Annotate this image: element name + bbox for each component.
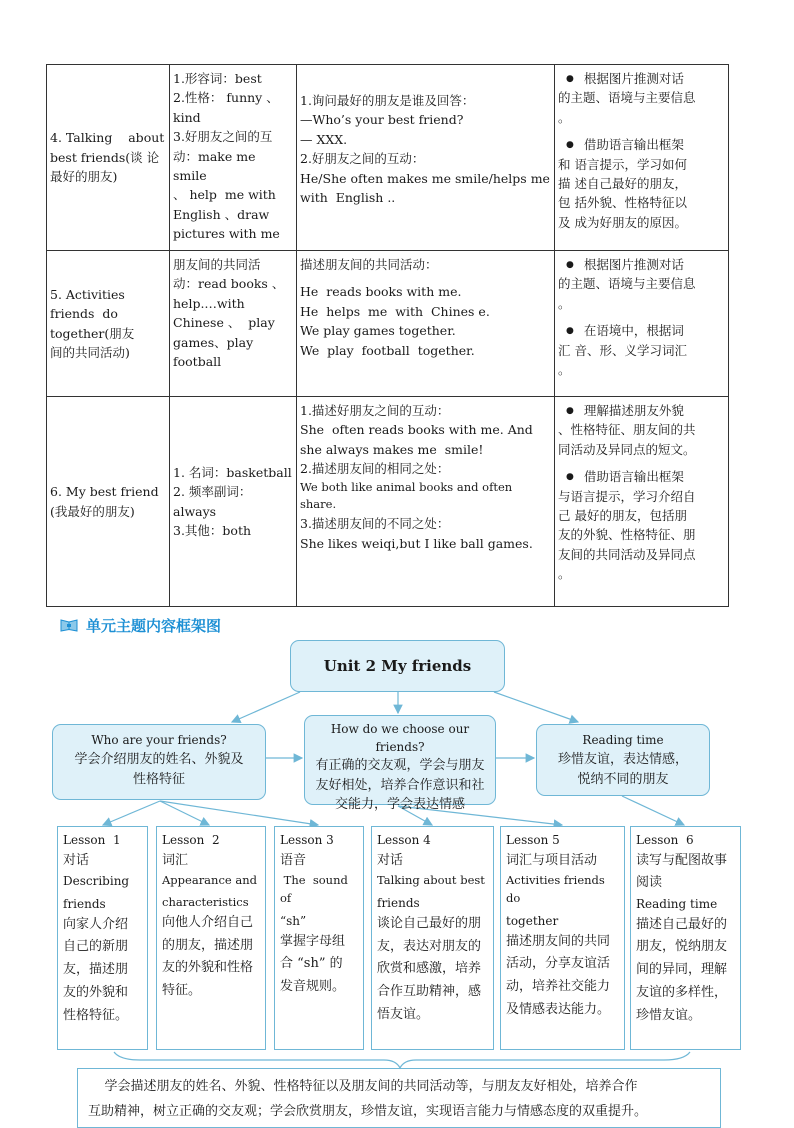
cell-line: pictures with me bbox=[173, 226, 280, 241]
cell-line: 1.询问最好的朋友是谁及回答： bbox=[300, 93, 475, 108]
lesson-desc: 友，描述朋 bbox=[63, 962, 129, 978]
lesson-desc: 谈论自己最好的朋 bbox=[377, 915, 482, 931]
lesson-desc: 发音规则。 bbox=[280, 979, 346, 995]
lesson-text: Talking about best bbox=[377, 873, 485, 888]
cell-line: He helps me with Chines e. bbox=[300, 303, 490, 319]
bullet-icon: ● bbox=[566, 471, 574, 482]
cell-line: 最好的朋友) bbox=[50, 169, 118, 185]
lesson-desc: 合作互助精神，感 bbox=[377, 984, 482, 999]
lesson-desc: 特征。 bbox=[162, 983, 202, 999]
cell-line: help.…with bbox=[173, 295, 245, 311]
lesson-text: Lesson 4 bbox=[377, 833, 431, 847]
lesson-text: 阅读 bbox=[636, 875, 663, 891]
cell-line: 在语境中，根据词 bbox=[583, 323, 684, 339]
cell-line: 及 成为好朋友的原因。 bbox=[558, 214, 687, 230]
cell-line: football bbox=[173, 353, 222, 369]
cell-line: (我最好的朋友) bbox=[50, 503, 135, 519]
branch-text: 珍惜友谊，表达情感， bbox=[557, 751, 688, 767]
cell-line: We both like animal books and often share. bbox=[300, 479, 516, 512]
cell-line: 的主题、语境与主要信息 bbox=[558, 90, 696, 106]
cell-line: English 、draw bbox=[173, 206, 270, 222]
cell-line: — XXX. bbox=[300, 131, 348, 147]
lesson-box bbox=[500, 826, 625, 1050]
cell-line: with English .. bbox=[300, 189, 396, 205]
cell-line: 1. 名词：basketball bbox=[173, 464, 292, 480]
cell-line: 。 bbox=[558, 295, 571, 311]
lesson-text: 词汇 bbox=[162, 852, 189, 868]
cell-line: 、 help me with bbox=[173, 187, 276, 203]
mindmap-branch bbox=[52, 724, 266, 800]
cell-line: 动：make me smile bbox=[173, 148, 260, 183]
lesson-desc: 间的异同，理解 bbox=[636, 962, 728, 978]
cell-line: He/She often makes me smile/helps me bbox=[300, 170, 550, 186]
lesson-text: “sh” bbox=[280, 913, 307, 928]
cell-line: 包 括外貌、性格特征以 bbox=[558, 195, 687, 211]
lesson-box bbox=[57, 826, 148, 1050]
branch-title: How do we choose our friends? bbox=[330, 722, 473, 754]
lesson-text: 对话 bbox=[377, 852, 404, 868]
cell-line: 同活动及异同点的短文。 bbox=[558, 441, 696, 457]
mindmap-branch bbox=[536, 724, 710, 796]
cell-line: 与语言提示，学习介绍自 bbox=[558, 488, 696, 504]
lesson-desc: 的朋友，描述朋 bbox=[162, 937, 254, 953]
lesson-text: 读写与配图故事 bbox=[636, 852, 728, 868]
cell-line: 根据图片推测对话 bbox=[583, 71, 684, 86]
cell-line: 1.描述好朋友之间的互动： bbox=[300, 403, 450, 418]
cell-line: 根据图片推测对话 bbox=[583, 257, 684, 272]
lesson-text: friends bbox=[63, 896, 106, 911]
cell-line: We play games together. bbox=[300, 323, 456, 339]
root-title: Unit 2 My friends bbox=[323, 657, 472, 675]
summary-text: 互助精神，树立正确的交友观；学会欣赏朋友，珍惜友谊，实现语言能力与情感态度的双重提升。 bbox=[88, 1103, 648, 1119]
cell-line: 1.形容词：best bbox=[173, 71, 262, 86]
lesson-text: 语音 bbox=[280, 852, 307, 868]
bullet-icon: ● bbox=[566, 73, 574, 84]
lesson-desc: 悟友谊。 bbox=[377, 1006, 430, 1022]
bullet-icon: ● bbox=[566, 325, 574, 336]
lesson-desc: 动，培养社交能力 bbox=[506, 979, 611, 995]
lesson-desc: 描述自己最好的 bbox=[636, 916, 728, 932]
cell-line: 、性格特征、朋友间的共 bbox=[558, 422, 696, 438]
summary-box bbox=[77, 1068, 721, 1128]
cell-line: 2.性格： funny 、 bbox=[173, 90, 279, 106]
lesson-text: Lesson 2 bbox=[162, 833, 220, 847]
cell-line: she always makes me smile! bbox=[300, 441, 484, 457]
cell-line: 友的外貌、性格特征、朋 bbox=[558, 527, 696, 543]
cell-line: 2.描述朋友间的相同之处： bbox=[300, 461, 450, 477]
lesson-text: characteristics bbox=[162, 895, 249, 910]
cell-line: best friends(谈 论 bbox=[50, 149, 160, 165]
branch-text: 有正确的交友观，学会与朋友 bbox=[315, 758, 485, 773]
lesson-text: Describing bbox=[63, 874, 130, 889]
cell-line: 汇 音、形、义学习词汇 bbox=[558, 342, 687, 358]
cell-line: 3.其他：both bbox=[173, 522, 252, 538]
summary-text: 学会描述朋友的姓名、外貌、性格特征以及朋友间的共同活动等，与朋友友好相处，培养合作 bbox=[88, 1079, 638, 1094]
lesson-text: Lesson 1 bbox=[63, 833, 121, 847]
lesson-text: Lesson 6 bbox=[636, 833, 694, 847]
lesson-text: The sound of bbox=[280, 873, 352, 906]
cell-line: 动：read books 、 bbox=[173, 276, 285, 292]
lesson-text: Reading time bbox=[636, 897, 718, 912]
lesson-desc: 活动，分享友谊活 bbox=[506, 956, 611, 972]
lesson-desc: 朋友，悦纳朋友 bbox=[636, 939, 728, 955]
mindmap-root bbox=[290, 640, 505, 692]
cell-line: friends do bbox=[50, 306, 118, 322]
lesson-text: Activities friends do bbox=[506, 873, 609, 906]
lesson-desc: 珍惜友谊。 bbox=[636, 1007, 702, 1023]
lesson-desc: 向他人介绍自己 bbox=[162, 914, 254, 930]
lesson-text: Lesson 5 bbox=[506, 833, 560, 847]
cell-line: 4. Talking about bbox=[50, 130, 165, 146]
cell-line: 朋友间的共同活 bbox=[173, 257, 261, 272]
cell-line: 理解描述朋友外貌 bbox=[583, 403, 684, 418]
lesson-desc: 向家人介绍 bbox=[63, 916, 129, 932]
cell-line: —Who’s your best friend? bbox=[300, 112, 464, 128]
cell-line: together(朋友 bbox=[50, 325, 135, 341]
lesson-text: 词汇与项目活动 bbox=[506, 852, 598, 868]
lesson-text: Appearance and bbox=[162, 873, 257, 888]
branch-title: Who are your friends? bbox=[91, 733, 227, 747]
cell-line: games、play bbox=[173, 334, 254, 350]
cell-line: 5. Activities bbox=[50, 286, 125, 302]
cell-line: 间的共同活动) bbox=[50, 344, 130, 360]
lesson-text: friends bbox=[377, 896, 420, 911]
cell-line: She likes weiqi,but I like ball games. bbox=[300, 535, 533, 551]
cell-line: She often reads books with me. And bbox=[300, 422, 533, 438]
cell-line: 。 bbox=[558, 566, 571, 581]
cell-line: 3.好朋友之间的互 bbox=[173, 129, 273, 145]
branch-text: 性格特征 bbox=[132, 771, 185, 787]
cell-line: 3.描述朋友间的不同之处： bbox=[300, 516, 450, 532]
lesson-text: Lesson 3 bbox=[280, 833, 334, 847]
cell-line: 友间的共同活动及异同点 bbox=[558, 546, 696, 562]
cell-line: We play football together. bbox=[300, 342, 475, 358]
lesson-desc: 及情感表达能力。 bbox=[506, 1001, 611, 1017]
bullet-icon: ● bbox=[566, 139, 574, 150]
branch-text: 交能力，学会表达情感 bbox=[334, 797, 465, 812]
cell-line: kind bbox=[173, 109, 201, 125]
lesson-box bbox=[630, 826, 741, 1050]
cell-line: 的主题、语境与主要信息 bbox=[558, 276, 696, 292]
cell-line: 2. 频率副词：always bbox=[173, 484, 252, 519]
lesson-desc: 掌握字母组 bbox=[280, 933, 346, 949]
lesson-desc: 友的外貌和 bbox=[63, 984, 129, 1000]
lesson-desc: 自己的新朋 bbox=[63, 939, 129, 955]
branch-text: 悦纳不同的朋友 bbox=[577, 771, 669, 787]
cell-line: 6. My best friend bbox=[50, 484, 159, 500]
cell-line: 和 语言提示，学习如何 bbox=[558, 156, 687, 172]
bullet-icon: ● bbox=[566, 405, 574, 416]
lesson-desc: 友，表达对朋友的 bbox=[377, 938, 482, 954]
branch-text: 学会介绍朋友的姓名、外貌及 bbox=[74, 751, 244, 767]
lesson-box bbox=[156, 826, 266, 1050]
cell-line: He reads books with me. bbox=[300, 284, 462, 300]
lesson-text: together bbox=[506, 913, 559, 928]
section-title: 单元主题内容框架图 bbox=[86, 616, 222, 635]
lesson-box bbox=[371, 826, 494, 1050]
cell-line: 。 bbox=[558, 109, 571, 125]
lesson-desc: 友的外貌和性格 bbox=[162, 960, 254, 976]
cell-line: 2.好朋友之间的互动： bbox=[300, 151, 425, 167]
branch-text: 友好相处，培养合作意识和社 bbox=[315, 777, 485, 793]
lesson-desc: 合 “sh” 的 bbox=[280, 956, 343, 972]
lesson-text: 对话 bbox=[63, 852, 90, 868]
cell-line: 己 最好的朋友，包括朋 bbox=[558, 507, 687, 523]
cell-line: Chinese 、 play bbox=[173, 315, 275, 331]
cell-line: 描 述自己最好的朋友， bbox=[558, 175, 687, 191]
bullet-icon: ● bbox=[566, 259, 574, 270]
cell-line: 借助语言输出框架 bbox=[583, 137, 684, 153]
cell-line: 描述朋友间的共同活动： bbox=[300, 257, 438, 272]
lesson-desc: 性格特征。 bbox=[63, 1007, 129, 1023]
lesson-desc: 友谊的多样性， bbox=[636, 984, 728, 1000]
branch-title: Reading time bbox=[582, 733, 664, 747]
cell-line: 借助语言输出框架 bbox=[583, 469, 684, 485]
mindmap-branch bbox=[304, 715, 496, 812]
cell-line: 。 bbox=[558, 361, 571, 377]
lesson-desc: 欣赏和感激，培养 bbox=[377, 961, 482, 977]
lesson-desc: 描述朋友间的共同 bbox=[506, 933, 611, 949]
lesson-box bbox=[274, 826, 364, 1050]
